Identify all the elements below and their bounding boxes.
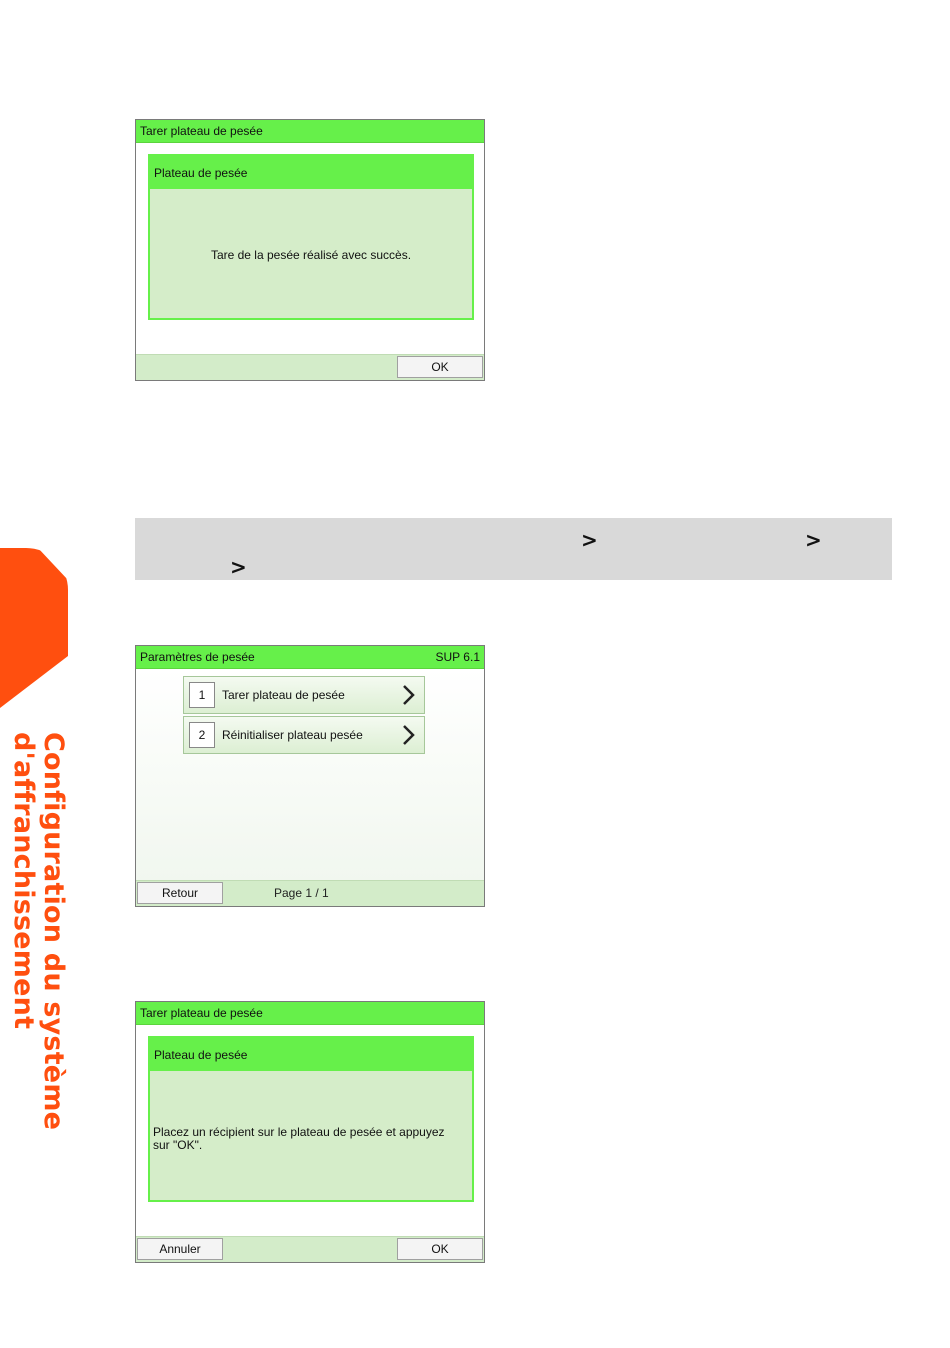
path-separator-1: > (581, 528, 598, 552)
screen-weighing-parameters (135, 645, 485, 907)
screen-code: SUP 6.1 (435, 650, 480, 664)
dialog-message: Tare de la pesée réalisé avec succès. (210, 248, 412, 262)
path-separator-3: > (230, 555, 247, 579)
cancel-button[interactable]: Annuler (137, 1238, 223, 1260)
dialog-message: Placez un récipient sur le plateau de pesée et appuyez sur "OK". (153, 1125, 445, 1152)
chevron-right-icon (398, 683, 418, 707)
menu-item-number: 1 (189, 682, 215, 708)
dialog-title: Plateau de pesée (150, 156, 472, 189)
section-tab (0, 548, 68, 708)
screen-footer (136, 354, 484, 380)
screen-footer (136, 880, 484, 906)
weighing-dialog (148, 154, 474, 320)
menu-item-tare[interactable] (183, 676, 425, 714)
screen-title: Tarer plateau de pesée (140, 124, 263, 138)
screen-tare-success (135, 119, 485, 381)
menu-item-label: Réinitialiser plateau pesée (222, 728, 363, 742)
screen-header (136, 120, 484, 143)
page-indicator: Page 1 / 1 (274, 886, 329, 900)
screen-header (136, 646, 484, 669)
menu-item-number: 2 (189, 722, 215, 748)
back-button[interactable]: Retour (137, 882, 223, 904)
path-separator-2: > (805, 528, 822, 552)
screen-footer (136, 1236, 484, 1262)
ok-button[interactable]: OK (397, 1238, 483, 1260)
section-title (8, 732, 68, 1130)
dialog-title: Plateau de pesée (150, 1038, 472, 1071)
weighing-dialog (148, 1036, 474, 1202)
navigation-path (135, 518, 892, 580)
screen-title: Tarer plateau de pesée (140, 1006, 263, 1020)
screen-tare-prompt (135, 1001, 485, 1263)
ok-button[interactable]: OK (397, 356, 483, 378)
menu-body (136, 669, 484, 881)
screen-title: Paramètres de pesée (140, 650, 255, 664)
screen-header (136, 1002, 484, 1025)
menu-item-label: Tarer plateau de pesée (222, 688, 345, 702)
section-title-line2: d'affranchissement (8, 732, 39, 1030)
section-title-line1: Configuration du système (38, 732, 69, 1131)
chevron-right-icon (398, 723, 418, 747)
menu-item-reset[interactable] (183, 716, 425, 754)
